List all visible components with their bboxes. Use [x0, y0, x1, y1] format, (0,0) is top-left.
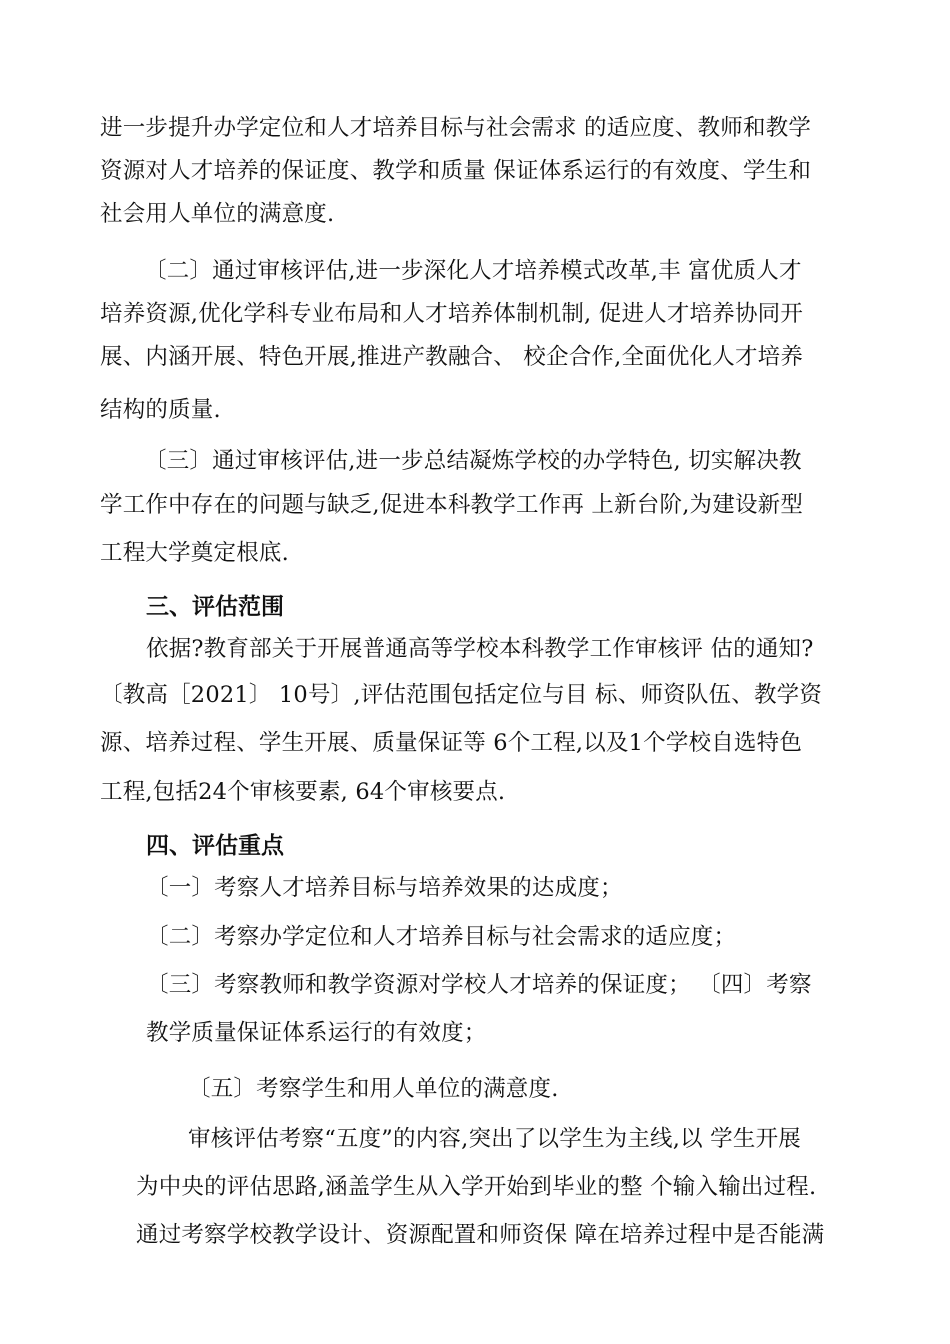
- section4-tail-line-2: 为中央的评估思路,涵盖学生从入学开始到毕业的整 个输入输出过程.: [136, 1174, 817, 1200]
- section3-line-1: 依据?教育部关于开展普通高等学校本科教学工作审核评 估的通知?: [146, 636, 814, 662]
- goal2-line-1: 〔二〕通过审核评估,进一步深化人才培养模式改革,丰 富优质人才: [144, 258, 802, 284]
- section3-line-3: 源、培养过程、学生开展、质量保证等 6个工程,以及1个学校自选特色: [100, 730, 803, 756]
- section3-title: 三、评估范围: [146, 594, 284, 620]
- goal3-line-3: 工程大学奠定根底.: [100, 540, 289, 566]
- goal3-line-2: 学工作中存在的问题与缺乏,促进本科教学工作再 上新台阶,为建设新型: [100, 492, 804, 518]
- goal3-line-1: 〔三〕通过审核评估,进一步总结凝炼学校的办学特色, 切实解决教: [144, 448, 802, 474]
- focus-item-1: 〔一〕考察人才培养目标与培养效果的达成度；: [146, 875, 623, 901]
- goal2-line-4: 结构的质量.: [100, 397, 221, 423]
- intro-line-3: 社会用人单位的满意度.: [100, 201, 335, 227]
- goal2-line-2: 培养资源,优化学科专业布局和人才培养体制机制, 促进人才培养协同开: [100, 301, 804, 327]
- focus-item-3: 〔三〕考察教师和教学资源对学校人才培养的保证度； 〔四〕考察: [146, 972, 812, 998]
- focus-item-4: 教学质量保证体系运行的有效度；: [146, 1020, 487, 1046]
- intro-line-2: 资源对人才培养的保证度、教学和质量 保证体系运行的有效度、学生和: [100, 158, 812, 184]
- section3-line-2: 〔教高［2021〕 10号〕,评估范围包括定位与目 标、师资队伍、教学资: [100, 682, 823, 708]
- section3-line-4: 工程,包括24个审核要素, 64个审核要点.: [100, 779, 506, 805]
- section4-tail-line-3: 通过考察学校教学设计、资源配置和师资保 障在培养过程中是否能满: [136, 1222, 825, 1248]
- focus-item-2: 〔二〕考察办学定位和人才培养目标与社会需求的适应度；: [146, 924, 737, 950]
- section4-title: 四、评估重点: [146, 833, 284, 859]
- goal2-line-3: 展、内涵开展、特色开展,推进产教融合、 校企合作,全面优化人才培养: [100, 344, 804, 370]
- section4-tail-line-1: 审核评估考察“五度”的内容,突出了以学生为主线,以 学生开展: [188, 1126, 801, 1152]
- intro-line-1: 进一步提升办学定位和人才培养目标与社会需求 的适应度、教师和教学: [100, 115, 812, 141]
- focus-item-5: 〔五〕考察学生和用人单位的满意度.: [188, 1076, 559, 1102]
